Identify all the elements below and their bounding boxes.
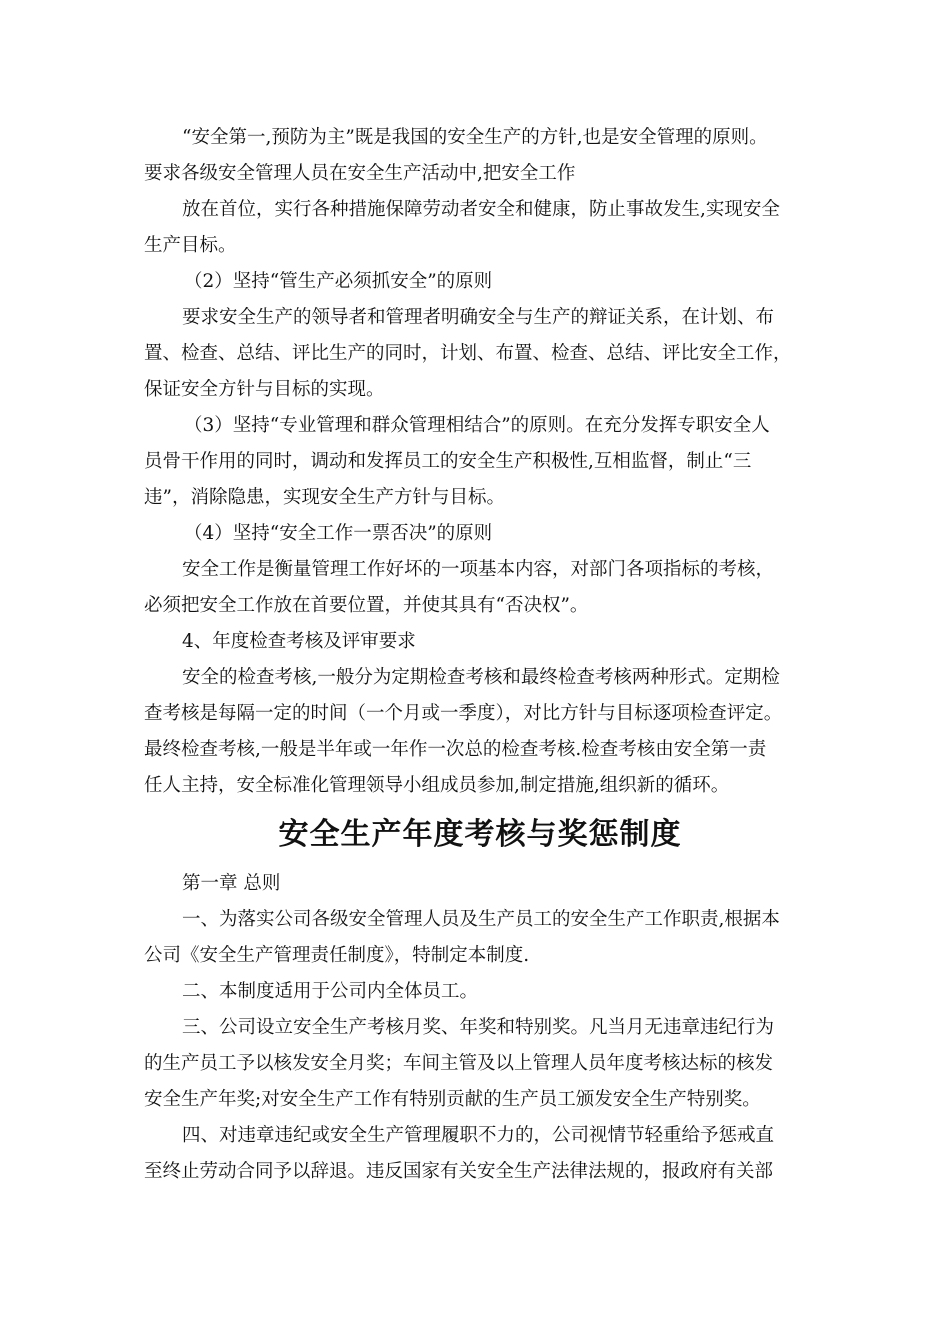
subheading-line: 4、年度检查考核及评审要求: [182, 631, 416, 652]
document-body: [144, 120, 816, 1190]
paragraph-line: “安全第一,预防为主”既是我国的安全生产的方针,也是安全管理的原则。: [182, 127, 768, 148]
paragraph-line: 公司《安全生产管理责任制度》，特制定本制度.: [144, 945, 530, 966]
paragraph-line: 三、公司设立安全生产考核月奖、年奖和特别奖。凡当月无违章违纪行为: [182, 1017, 775, 1038]
paragraph-line: 最终检查考核,一般是半年或一年作一次总的检查考核.检查考核由安全第一责: [144, 739, 767, 760]
paragraph-line: 置、检查、总结、评比生产的同时，计划、布置、检查、总结、评比安全工作，: [144, 343, 792, 364]
paragraph-line: 员骨干作用的同时，调动和发挥员工的安全生产积极性,互相监督，制止“三: [144, 451, 752, 472]
paragraph-line: 要求各级安全管理人员在安全生产活动中,把安全工作: [144, 163, 576, 184]
paragraph-line: 查考核是每隔一定的时间（一个月或一季度），对比方针与目标逐项检查评定。: [144, 703, 783, 724]
subheading-line: （4）坚持“安全工作一票否决”的原则: [184, 523, 493, 544]
paragraph-line: 要求安全生产的领导者和管理者明确安全与生产的辩证关系，在计划、布: [182, 307, 775, 328]
paragraph-line: 生产目标。: [144, 235, 237, 256]
paragraph-line: 违”，消除隐患，实现安全生产方针与目标。: [144, 487, 505, 508]
paragraph-line: 的生产员工予以核发安全月奖；车间主管及以上管理人员年度考核达标的核发: [144, 1053, 774, 1074]
paragraph-line: 至终止劳动合同予以辞退。违反国家有关安全生产法律法规的，报政府有关部: [144, 1161, 774, 1182]
document-title: 安全生产年度考核与奖惩制度: [278, 817, 682, 852]
paragraph-line: 放在首位，实行各种措施保障劳动者安全和健康，防止事故发生,实现安全: [182, 199, 780, 220]
paragraph-line: 二、本制度适用于公司内全体员工。: [182, 981, 479, 1002]
paragraph-line: 安全生产年奖;对安全生产工作有特别贡献的生产员工颁发安全生产特别奖。: [144, 1089, 761, 1110]
paragraph-line: 安全的检查考核,一般分为定期检查考核和最终检查考核两种形式。定期检: [182, 667, 780, 688]
paragraph-line: 任人主持，安全标准化管理领导小组成员参加,制定措施,组织新的循环。: [144, 775, 730, 796]
paragraph-line: 保证安全方针与目标的实现。: [144, 379, 385, 400]
subheading-line: （2）坚持“管生产必须抓安全”的原则: [184, 271, 493, 292]
paragraph-line: （3）坚持“专业管理和群众管理相结合”的原则。在充分发挥专职安全人: [184, 415, 770, 436]
paragraph-line: 必须把安全工作放在首要位置，并使其具有“否决权”。: [144, 595, 589, 616]
paragraph-line: 四、对违章违纪或安全生产管理履职不力的，公司视情节轻重给予惩戒直: [182, 1125, 775, 1146]
chapter-heading: 第一章 总则: [182, 873, 281, 894]
paragraph-line: 一、为落实公司各级安全管理人员及生产员工的安全生产工作职责,根据本: [182, 909, 780, 930]
paragraph-line: 安全工作是衡量管理工作好坏的一项基本内容，对部门各项指标的考核，: [182, 559, 775, 580]
